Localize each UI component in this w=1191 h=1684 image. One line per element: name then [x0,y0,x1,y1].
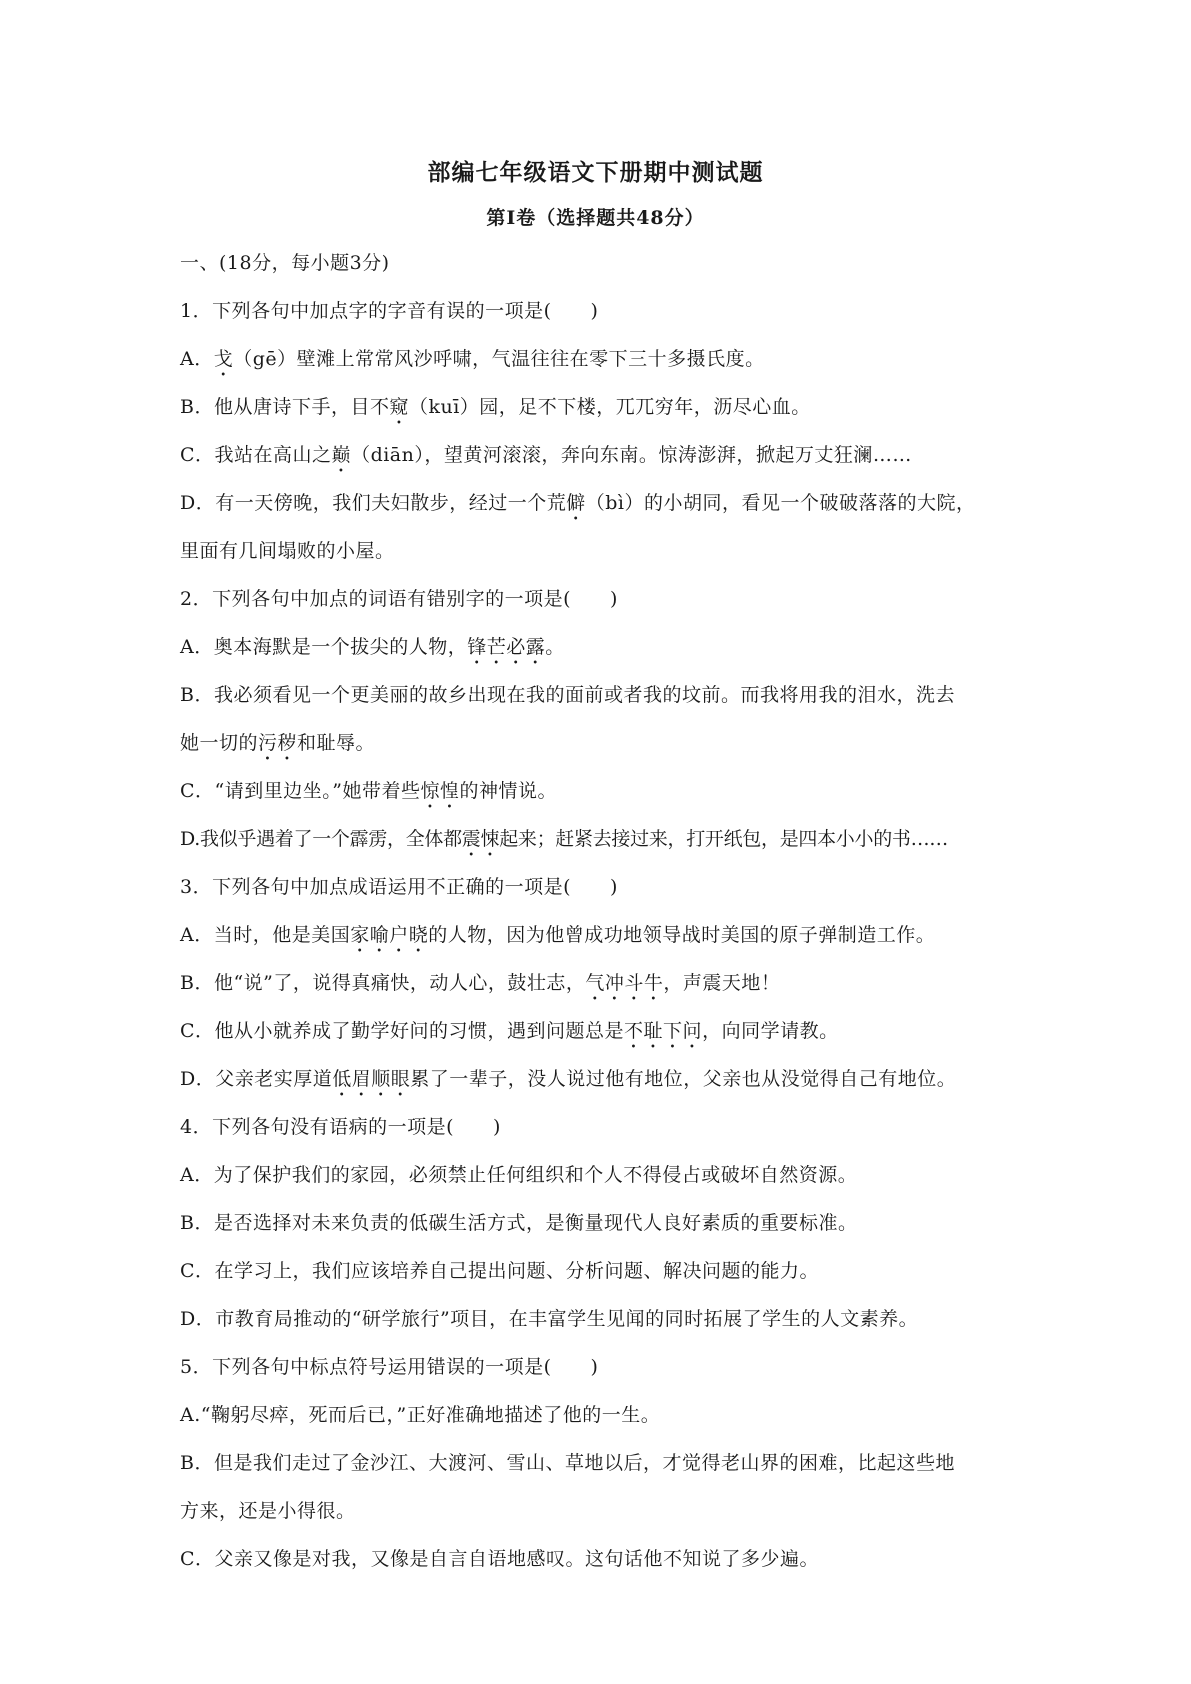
dotted-text: 僻 [566,492,586,514]
dotted-text: 惊惶 [420,780,460,802]
q4-option-c: C．在学习上，我们应该培养自己提出问题、分析问题、解决问题的能力。 [180,1260,820,1282]
section-subtitle: 第Ⅰ卷（选择题共48分） [486,207,705,229]
q5-option-b: B．但是我们走过了金沙江、大渡河、雪山、草地以后，才觉得老山界的困难，比起这些地 [180,1452,955,1474]
q1-option-b [180,395,1030,429]
q3-stem: 3．下列各句中加点成语运用不正确的一项是( ) [180,876,618,898]
q4-stem: 4．下列各句没有语病的一项是( ) [180,1116,501,1138]
text: D．父亲老实厚道 [180,1068,333,1090]
dotted-text: 窥 [389,396,409,418]
page-title: 部编七年级语文下册期中测试题 [427,159,764,186]
text: 的神情说。 [459,780,557,802]
q5-option-a: A.“鞠躬尽瘁，死而后已，”正好准确地描述了他的一生。 [180,1404,661,1426]
q1-stem: 1．下列各句中加点字的字音有误的一项是( ) [180,300,599,322]
section-heading: 一、(18分，每小题3分) [180,252,390,274]
q4-option-b: B．是否选择对未来负责的低碳生活方式，是衡量现代人良好素质的重要标准。 [180,1212,858,1234]
text: C．“请到里边坐。”她带着些 [180,780,421,802]
dotted-text: 戈 [213,348,234,370]
q1-option-d-cont: 里面有几间塌败的小屋。 [180,540,395,562]
text: （diān），望黄河滚滚，奔向东南。惊涛澎湃，掀起万丈狂澜…… [351,444,912,466]
dotted-text: 家喻户晓 [350,924,429,946]
q3-option-b [180,971,1030,1005]
q3-option-a [180,923,1030,957]
q2-option-b: B．我必须看见一个更美丽的故乡出现在我的面前或者我的坟前。而我将用我的泪水，洗去 [180,684,955,706]
text: A．当时，他是美国 [180,924,351,946]
text: 的人物，因为他曾成功地领导战时美国的原子弹制造工作。 [428,924,936,946]
q2-stem: 2．下列各句中加点的词语有错别字的一项是( ) [180,588,618,610]
text: 累了一辈子，没人说过他有地位，父亲也从没觉得自己有地位。 [410,1068,957,1090]
q3-option-d [180,1067,1030,1101]
dotted-text: 不耻下问 [624,1020,703,1042]
text: D.我似乎遇着了一个霹雳，全体都 [180,828,462,850]
text: ，声震天地！ [663,972,781,994]
text: A． [180,348,214,370]
text: B．他从唐诗下手，目不 [180,396,390,418]
text: A．奥本海默是一个拔尖的人物， [180,636,468,658]
text: D．有一天傍晚，我们夫妇散步，经过一个荒 [180,492,567,514]
text: 和耻辱。 [297,732,376,754]
text: （gē）壁滩上常常风沙呼啸，气温往往在零下三十多摄氏度。 [233,348,765,370]
text: 。 [545,636,565,658]
dotted-text: 气冲斗牛 [585,972,664,994]
q2-option-c [180,779,1030,813]
text: 起来；赶紧去接过来，打开纸包，是四本小小的书…… [499,828,949,850]
text: C．他从小就养成了勤学好问的习惯，遇到问题总是 [180,1020,625,1042]
q2-option-d [180,827,1030,861]
dotted-text: 锋芒必露 [467,636,546,658]
text: C．我站在高山之 [180,444,332,466]
q3-option-c [180,1019,1030,1053]
dotted-text: 巅 [331,444,352,466]
q1-option-a [180,347,1030,381]
text: ，向同学请教。 [702,1020,839,1042]
text: B．他“说”了，说得真痛快，动人心，鼓壮志， [180,972,586,994]
dotted-text: 低眉顺眼 [332,1068,411,1090]
q1-option-d [180,491,1030,525]
text: （kuī）园，足不下楼，兀兀穷年，沥尽心血。 [408,396,811,418]
q1-option-c [180,443,1030,477]
dotted-text: 污秽 [258,732,298,754]
q4-option-a: A．为了保护我们的家园，必须禁止任何组织和个人不得侵占或破坏自然资源。 [180,1164,858,1186]
text: 她一切的 [180,732,259,754]
q5-stem: 5．下列各句中标点符号运用错误的一项是( ) [180,1356,599,1378]
q5-option-b-cont: 方来，还是小得很。 [180,1500,356,1522]
q5-option-c: C．父亲又像是对我，又像是自言自语地感叹。这句话他不知说了多少遍。 [180,1548,820,1570]
q2-option-a [180,635,1030,669]
q4-option-d: D．市教育局推动的“研学旅行”项目，在丰富学生见闻的同时拓展了学生的人文素养。 [180,1308,919,1330]
text: （bì）的小胡同，看见一个破破落落的大院， [585,492,976,514]
q2-option-b-cont [180,731,1030,765]
dotted-text: 震悚 [461,828,500,850]
